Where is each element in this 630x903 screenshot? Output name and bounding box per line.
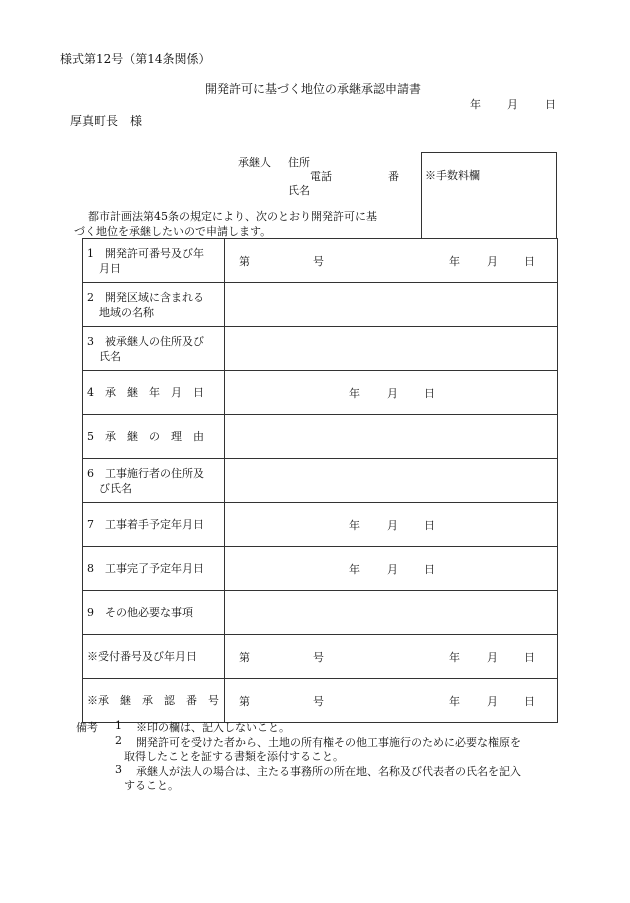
table-row	[83, 547, 558, 591]
row-label: ※承 継 承 認 番 号	[83, 679, 225, 723]
table-row	[83, 327, 558, 371]
fee-box	[421, 152, 557, 238]
row-label: 7 工事着手予定年月日	[83, 503, 225, 547]
succession-reason-field[interactable]	[225, 415, 558, 459]
name-label: 氏名	[288, 184, 310, 197]
other-matters-field[interactable]	[225, 591, 558, 635]
receipt-number-date-field[interactable]: 第 号 年 月 日	[225, 635, 558, 679]
note-3-number: 3	[115, 763, 122, 776]
approval-number-field[interactable]: 第 号 年 月 日	[225, 679, 558, 723]
permit-number-date-field[interactable]: 第 号 年 月 日	[225, 239, 558, 283]
note-2-line-2: 取得したことを証する書類を添付すること。	[124, 750, 344, 763]
statement-line-1: 都市計画法第45条の規定により、次のとおり開発許可に基	[88, 210, 377, 223]
application-table	[82, 238, 558, 723]
date-day: 日	[545, 98, 556, 111]
row-label: 2 開発区域に含まれる 地域の名称	[83, 283, 225, 327]
row-label: 8 工事完了予定年月日	[83, 547, 225, 591]
table-row	[83, 591, 558, 635]
successor-label: 承継人	[238, 156, 271, 169]
row-label: 6 工事施行者の住所及 び氏名	[83, 459, 225, 503]
succession-date-field[interactable]: 年 月 日	[225, 371, 558, 415]
table-row	[83, 459, 558, 503]
address-label: 住所	[288, 156, 310, 169]
table-row	[83, 283, 558, 327]
note-3-line-1: 承継人が法人の場合は、主たる事務所の所在地、名称及び代表者の氏名を記入	[136, 765, 521, 778]
note-1: ※印の欄は、記入しないこと。	[136, 721, 290, 734]
fee-box-label: ※手数料欄	[425, 169, 480, 182]
phone-number-label: 番	[388, 170, 399, 183]
completion-date-field[interactable]: 年 月 日	[225, 547, 558, 591]
development-area-field[interactable]	[225, 283, 558, 327]
row-label: 5 承 継 の 理 由	[83, 415, 225, 459]
row-label: 1 開発許可番号及び年 月日	[83, 239, 225, 283]
note-3-line-2: すること。	[124, 779, 179, 792]
row-label: 9 その他必要な事項	[83, 591, 225, 635]
start-date-field[interactable]: 年 月 日	[225, 503, 558, 547]
row-label: 3 被承継人の住所及び 氏名	[83, 327, 225, 371]
table-row	[83, 371, 558, 415]
note-1-number: 1	[115, 719, 122, 732]
predecessor-field[interactable]	[225, 327, 558, 371]
date-year: 年	[470, 98, 481, 111]
table-row	[83, 635, 558, 679]
row-label: ※受付番号及び年月日	[83, 635, 225, 679]
row-label: 4 承 継 年 月 日	[83, 371, 225, 415]
contractor-field[interactable]	[225, 459, 558, 503]
addressee: 厚真町長 様	[70, 114, 143, 128]
table-row	[83, 503, 558, 547]
statement-line-2: づく地位を承継したいので申請します。	[74, 225, 272, 238]
note-2-number: 2	[115, 734, 122, 747]
table-row	[83, 239, 558, 283]
phone-label: 電話	[310, 170, 332, 183]
note-2-line-1: 開発許可を受けた者から、土地の所有権その他工事施行のために必要な権原を	[136, 736, 521, 749]
form-number: 様式第12号（第14条関係）	[60, 52, 211, 66]
notes-heading: 備考	[76, 721, 98, 734]
table-row	[83, 415, 558, 459]
date-month: 月	[507, 98, 518, 111]
document-title: 開発許可に基づく地位の承継承認申請書	[205, 82, 422, 96]
table-row	[83, 679, 558, 723]
